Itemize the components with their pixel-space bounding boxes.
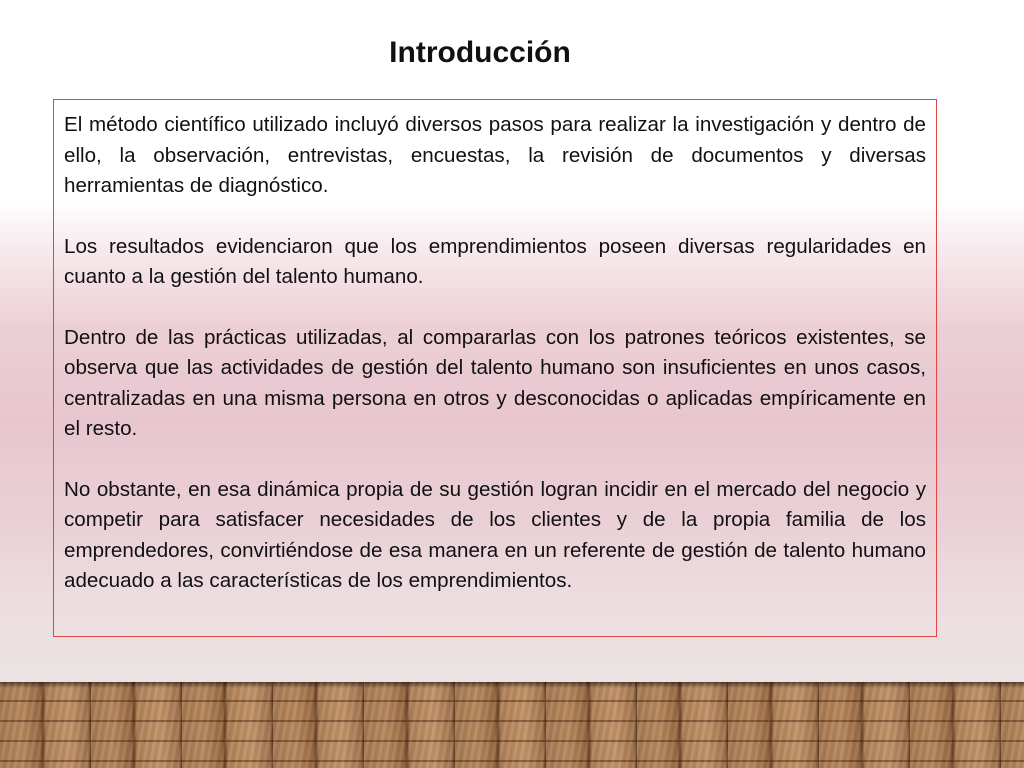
content-box <box>53 99 937 637</box>
paragraph-method: El método científico utilizado incluyó diversos pasos para realizar la investigación y dentro de ello, la observación, entrevistas, encuestas, la revisión de documentos y diversas herramientas de diagnóstico. <box>64 113 926 197</box>
slide-title: Introducción <box>389 36 571 69</box>
paragraph-results: Los resultados evidenciaron que los emprendimientos poseen diversas regularidades en cuanto a la gestión del talento humano. <box>64 234 926 288</box>
paragraph-practices: Dentro de las prácticas utilizadas, al compararlas con los patrones teóricos existentes, se observa que las actividades de gestión del talento humano son insuficientes en unos casos, centralizadas en una misma persona en otros y desconocidas o aplicadas empíricamente en el resto. <box>64 325 926 440</box>
wood-floor-decoration <box>0 682 1024 768</box>
paragraph-conclusion: No obstante, en esa dinámica propia de su gestión logran incidir en el mercado del negocio y competir para satisfacer necesidades de los clientes y de la propia familia de los emprendedores, convirtiéndose de esa manera en un referente de gestión de talento humano adecuado a las características de los emprendimientos. <box>64 477 926 592</box>
